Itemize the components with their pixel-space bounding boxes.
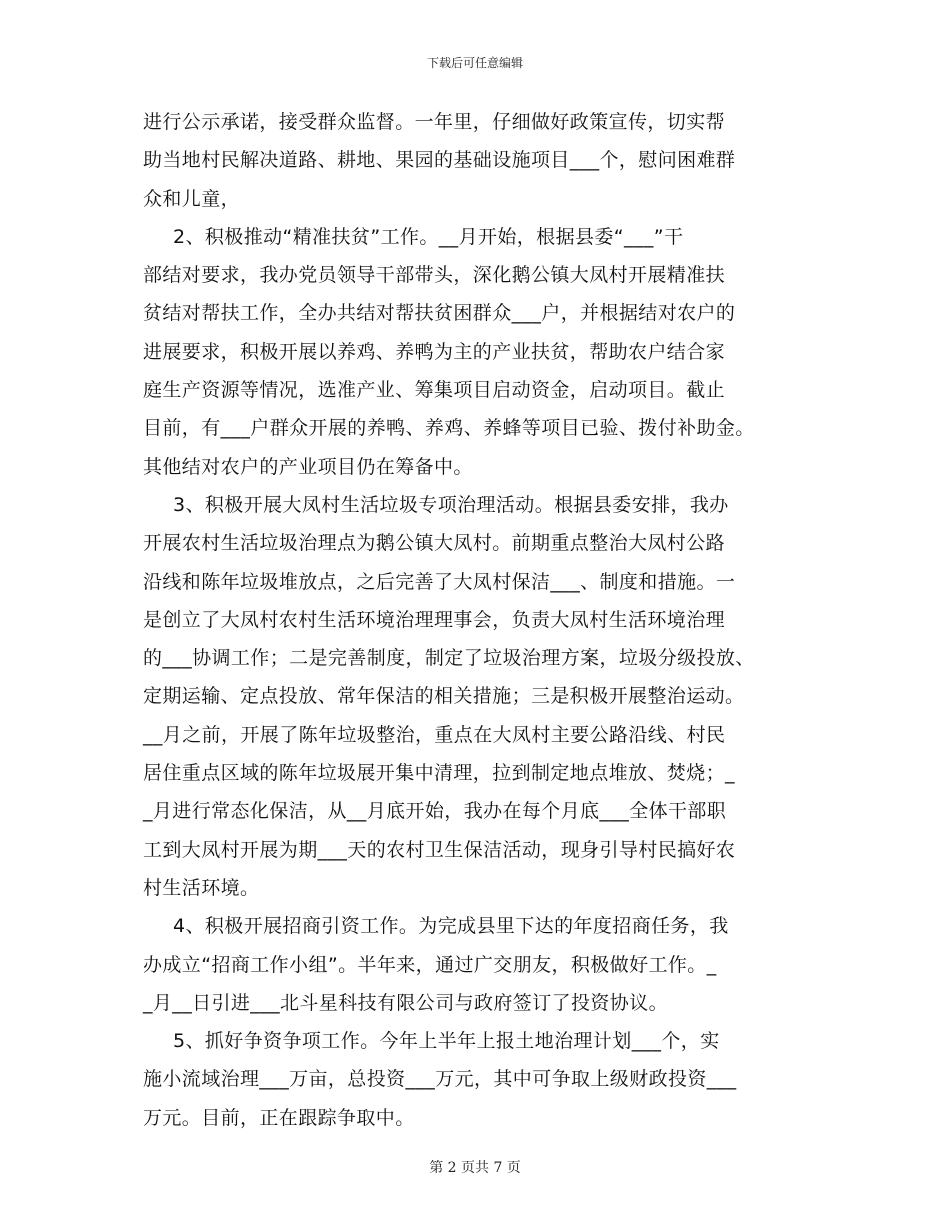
text-line: 众和儿童， bbox=[143, 187, 241, 210]
text-line: 居住重点区域的陈年垃圾展开集中清理，拉到制定地点堆放、焚烧；_ bbox=[143, 762, 735, 785]
text-line: __月之前，开展了陈年垃圾整治，重点在大凤村主要公路沿线、村民 bbox=[143, 723, 726, 746]
text-line: 其他结对农户的产业项目仍在筹备中。 bbox=[143, 455, 473, 478]
paragraph-start-line: 3、积极开展大凤村生活垃圾专项治理活动。根据县委安排，我办 bbox=[173, 493, 729, 516]
paragraph-start-line: 4、积极开展招商引资工作。为完成县里下达的年度招商任务，我 bbox=[173, 915, 729, 938]
text-line: 村生活环境。 bbox=[143, 876, 260, 899]
text-line: 万元。目前，正在跟踪争取中。 bbox=[143, 1106, 415, 1129]
page-header: 下载后可任意编辑 bbox=[426, 56, 523, 70]
text-line: 助当地村民解决道路、耕地、果园的基础设施项目___个，慰问困难群 bbox=[143, 149, 736, 172]
paragraph-start-line: 2、积极推动“精准扶贫”工作。__月开始，根据县委“___”干 bbox=[173, 225, 684, 248]
text-line: 进展要求，积极开展以养鸡、养鸭为主的产业扶贫，帮助农户结合家 bbox=[143, 340, 726, 363]
text-line: 的___协调工作；二是完善制度，制定了垃圾治理方案，垃圾分级投放、 bbox=[143, 647, 755, 670]
text-line: 是创立了大凤村农村生活环境治理理事会，负责大凤村生活环境治理 bbox=[143, 608, 726, 631]
text-line: 庭生产资源等情况，选准产业、筹集项目启动资金，启动项目。截止 bbox=[143, 379, 726, 402]
text-line: 进行公示承诺，接受群众监督。一年里，仔细做好政策宣传，切实帮 bbox=[143, 111, 726, 133]
text-line: 目前，有___户群众开展的养鸭、养鸡、养蜂等项目已验、拨付补助金。 bbox=[143, 417, 755, 440]
paragraph-start-line: 5、抓好争资争项工作。今年上半年上报土地治理计划___个，实 bbox=[173, 1030, 720, 1053]
text-line: 工到大凤村开展为期___天的农村卫生保洁活动，现身引导村民搞好农 bbox=[143, 838, 736, 861]
text-line: 办成立“招商工作小组”。半年来，通过广交朋友，积极做好工作。_ bbox=[143, 953, 717, 976]
text-line: 沿线和陈年垃圾堆放点，之后完善了大凤村保洁___、制度和措施。一 bbox=[143, 570, 736, 593]
text-line: 开展农村生活垃圾治理点为鹅公镇大凤村。前期重点整治大凤村公路 bbox=[143, 532, 726, 555]
text-line: _月__日引进___北斗星科技有限公司与政府签订了投资协议。 bbox=[143, 991, 669, 1014]
text-line: 部结对要求，我办党员领导干部带头，深化鹅公镇大凤村开展精准扶 bbox=[143, 264, 726, 287]
text-line: 定期运输、定点投放、常年保洁的相关措施；三是积极开展整治运动。 bbox=[143, 685, 745, 708]
body-text bbox=[143, 103, 823, 1137]
text-line: 施小流域治理___万亩，总投资___万元，其中可争取上级财政投资___ bbox=[143, 1068, 737, 1091]
text-line: _月进行常态化保洁，从__月底开始，我办在每个月底___全体干部职 bbox=[143, 800, 727, 823]
text-line: 贫结对帮扶工作，全办共结对帮扶贫困群众___户，并根据结对农户的 bbox=[143, 302, 736, 325]
page-footer: 第 2 页共 7 页 bbox=[429, 1160, 521, 1176]
